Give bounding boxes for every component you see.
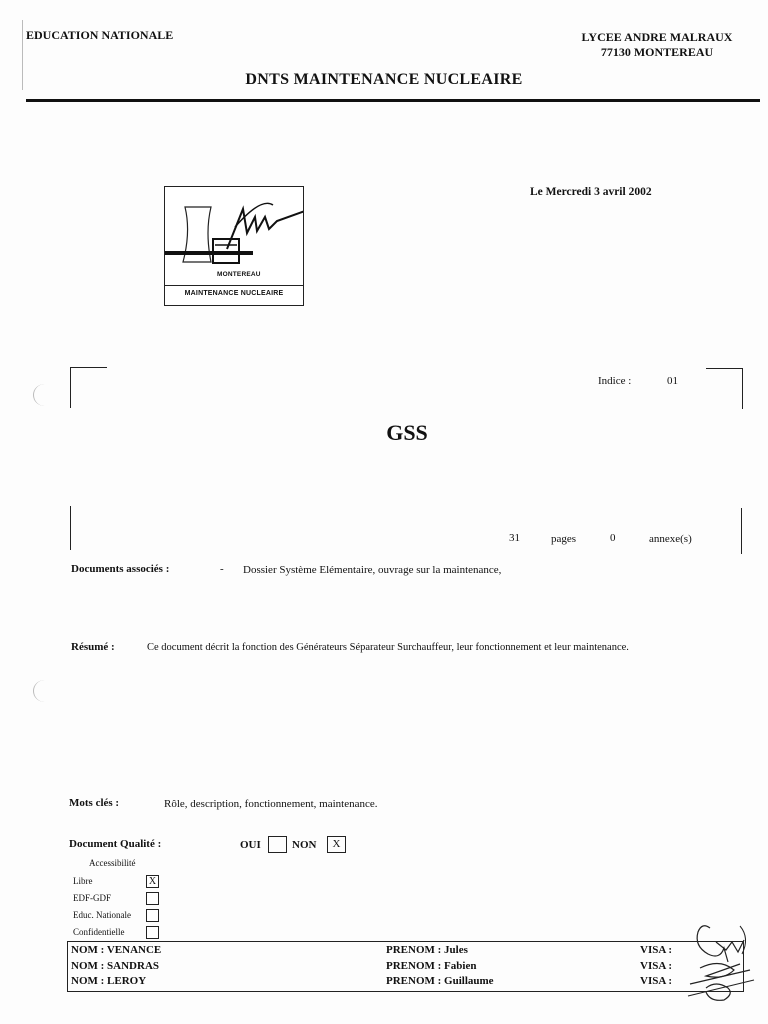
indice-label: Indice : bbox=[598, 375, 632, 387]
documents-associes-label: Documents associés : bbox=[71, 563, 170, 575]
non-checkbox[interactable]: X bbox=[327, 836, 346, 853]
logo-box bbox=[164, 186, 304, 306]
annex-count: 0 bbox=[610, 532, 616, 544]
frame-corner-bottom-right bbox=[741, 508, 743, 554]
oui-label: OUI bbox=[240, 839, 261, 851]
author-visa: VISA : bbox=[640, 975, 673, 987]
access-checkbox-confidentielle[interactable] bbox=[146, 926, 159, 939]
header-right-block bbox=[572, 30, 742, 60]
school-city: 77130 MONTEREAU bbox=[600, 45, 714, 59]
document-date: Le Mercredi 3 avril 2002 bbox=[530, 186, 652, 198]
page-count: 31 bbox=[509, 532, 520, 544]
logo-divider bbox=[165, 285, 303, 286]
author-nom: NOM : SANDRAS bbox=[71, 960, 159, 972]
handwritten-signatures-icon bbox=[680, 918, 766, 1010]
annex-label: annexe(s) bbox=[649, 533, 692, 545]
document-title: GSS bbox=[386, 420, 428, 445]
access-label-libre: Libre bbox=[73, 876, 93, 886]
punch-hole-mark bbox=[33, 680, 56, 702]
resume-label: Résumé : bbox=[71, 641, 115, 653]
pages-label: pages bbox=[551, 533, 577, 545]
author-prenom: PRENOM : Fabien bbox=[386, 960, 477, 972]
access-checkbox-educ[interactable] bbox=[146, 909, 159, 922]
header-rule bbox=[26, 99, 760, 102]
author-row bbox=[68, 960, 743, 976]
logo-town-text: MONTEREAU bbox=[217, 271, 261, 278]
accessibilite-title: Accessibilité bbox=[89, 858, 136, 868]
author-nom: NOM : LEROY bbox=[71, 975, 147, 987]
frame-corner-top-right bbox=[706, 368, 743, 409]
access-label-confidentielle: Confidentielle bbox=[73, 927, 125, 937]
document-qualite-label: Document Qualité : bbox=[69, 838, 162, 850]
access-checkbox-edf[interactable] bbox=[146, 892, 159, 905]
logo-caption: MAINTENANCE NUCLEAIRE bbox=[184, 290, 284, 297]
indice-value: 01 bbox=[667, 375, 678, 387]
header-left-text: EDUCATION NATIONALE bbox=[26, 28, 174, 42]
author-visa: VISA : bbox=[640, 960, 673, 972]
page-edge-mark bbox=[22, 20, 24, 90]
school-name: LYCEE ANDRE MALRAUX bbox=[581, 30, 733, 44]
frame-corner-top-left bbox=[70, 367, 107, 408]
author-prenom: PRENOM : Jules bbox=[386, 944, 468, 956]
non-label: NON bbox=[292, 839, 317, 851]
page-title: DNTS MAINTENANCE NUCLEAIRE bbox=[245, 71, 523, 88]
access-label-edf: EDF-GDF bbox=[73, 893, 112, 903]
access-checkbox-libre[interactable]: X bbox=[146, 875, 159, 888]
author-visa: VISA : bbox=[640, 944, 673, 956]
author-nom: NOM : VENANCE bbox=[71, 944, 162, 956]
mots-cles-value: Rôle, description, fonctionnement, maintenance. bbox=[164, 798, 378, 810]
authors-table bbox=[67, 941, 744, 992]
author-row bbox=[68, 975, 743, 991]
oui-checkbox[interactable] bbox=[268, 836, 287, 853]
access-label-educ: Educ. Nationale bbox=[73, 910, 131, 920]
resume-text: Ce document décrit la fonction des Générateurs Séparateur Surchauffeur, leur fonctionnement et leur maintenance. bbox=[147, 642, 629, 653]
mots-cles-label: Mots clés : bbox=[69, 797, 120, 809]
author-prenom: PRENOM : Guillaume bbox=[386, 975, 494, 987]
author-row bbox=[68, 944, 743, 960]
frame-corner-bottom-left bbox=[70, 506, 72, 550]
documents-associes-value: Dossier Système Elémentaire, ouvrage sur la maintenance, bbox=[243, 564, 502, 576]
documents-associes-dash: - bbox=[220, 563, 224, 575]
punch-hole-mark bbox=[33, 384, 56, 406]
